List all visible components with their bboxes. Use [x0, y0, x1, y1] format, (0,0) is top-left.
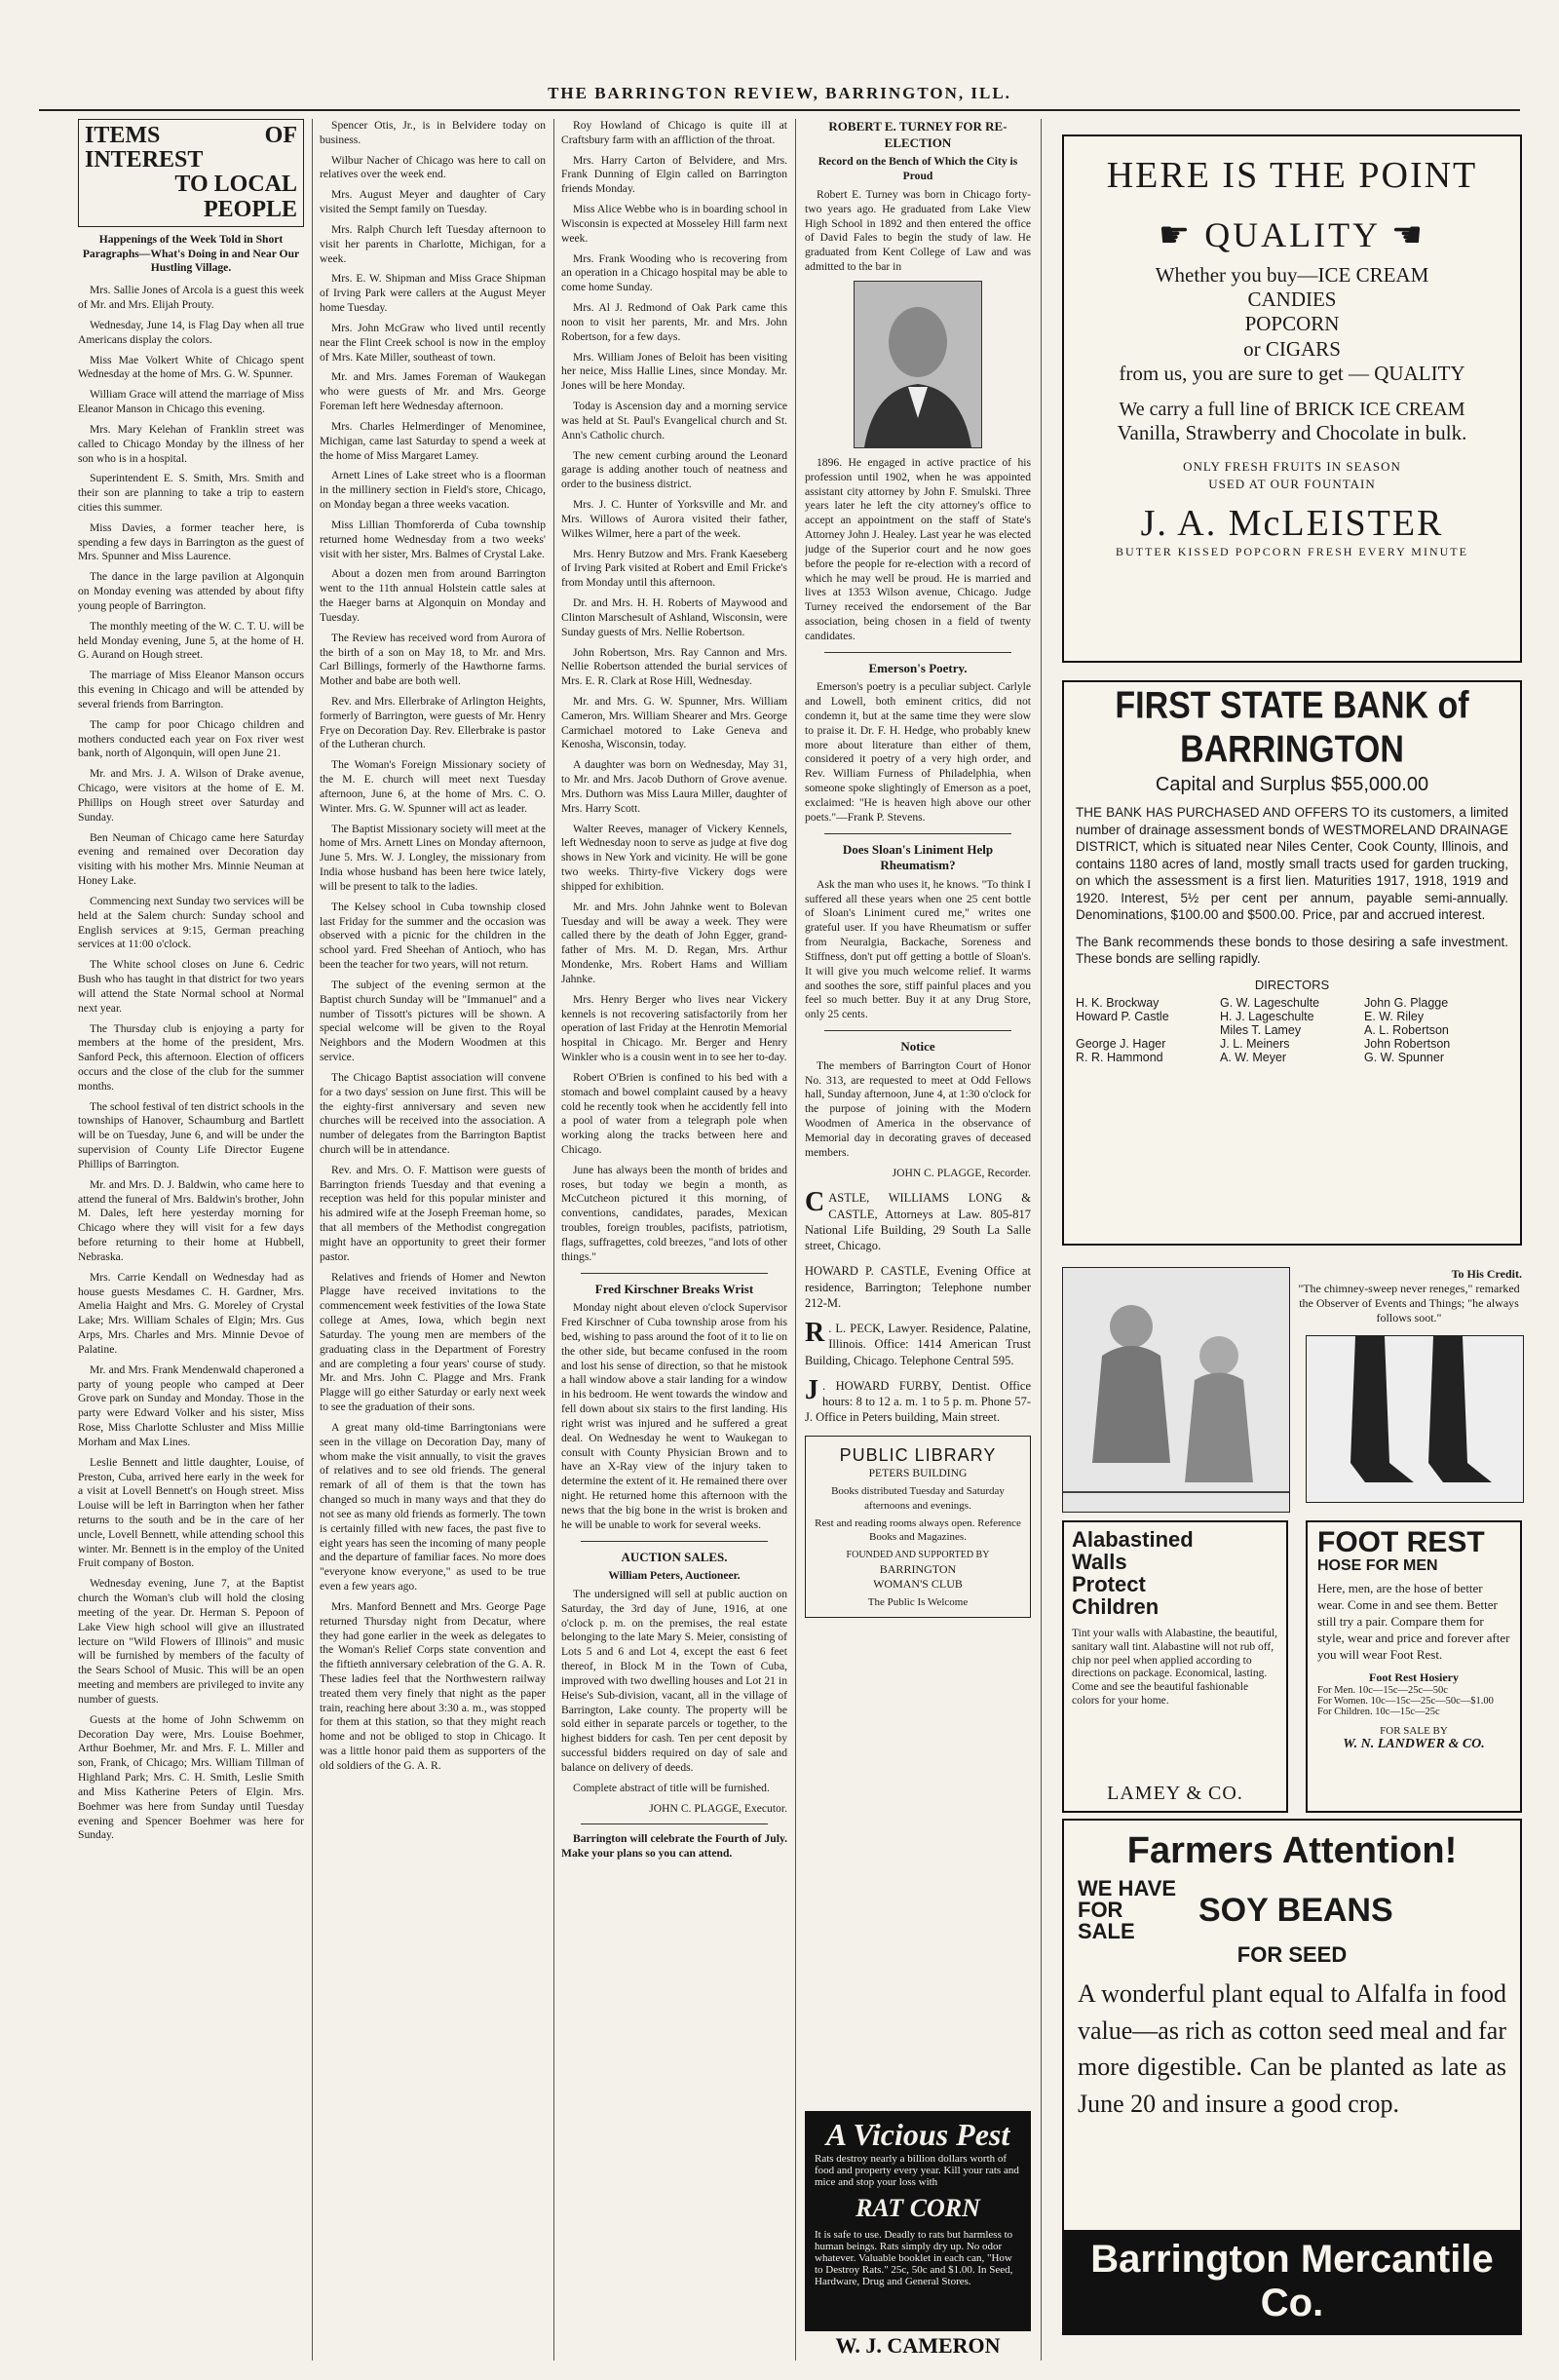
article-paragraph: Emerson's poetry is a peculiar subject. Carlyle and Lowell, both eminent critics, did not condemn it, but at the same time they were slow to praise it. Dr. F. H. Hedge, who probably knew more about literature than either of them, considered it poetry of a very high order, and Rev. William Furness of Philadelphia, when someone spoke slightingly of Emerson as a poet, exclaimed: "He is heaven high above our other poets."—Frank P. Stevens.: [805, 680, 1031, 824]
section-title-line: TO LOCAL PEOPLE: [174, 172, 297, 222]
ad-title: Protect: [1072, 1572, 1146, 1597]
signature: JOHN C. PLAGGE, Executor.: [649, 1801, 787, 1815]
business-card: [805, 1187, 1031, 1253]
ad-line: BUTTER KISSED POPCORN FRESH EVERY MINUTE: [1116, 545, 1468, 559]
separator: [824, 1030, 1011, 1031]
library-line: WOMAN'S CLUB: [873, 1576, 963, 1591]
section-subtitle: Happenings of the Week Told in Short Paragraphs—What's Doing in and Near Our Hustling Village.: [82, 232, 300, 275]
director-name: H. J. Lageschulte: [1220, 1009, 1314, 1023]
article-paragraph: Mr. and Mrs. Frank Mendenwald chaperoned a party of young people who camped at Deer Grove park on Sunday and Monday. Those in the party were Edward Volker and his sister, Miss Rose, Miss Charlotte Schluster and Miss Millie Morham and Max Lines.: [78, 1363, 304, 1448]
ad-line: USED AT OUR FOUNTAIN: [1208, 477, 1376, 492]
library-notice: [805, 1436, 1031, 1619]
article-paragraph: The Woman's Foreign Missionary society of the M. E. church will meet next Tuesday afternoon, June 6, at the home of Mrs. C. O. Winter. Mrs. G. W. Spunner will act as leader.: [320, 758, 546, 815]
separator: [581, 1823, 768, 1824]
director-name: R. R. Hammond: [1076, 1050, 1163, 1064]
article-paragraph: The members of Barrington Court of Honor No. 313, are requested to meet at Odd Fellows hall, Sunday afternoon, June 4, at 1:30 o'clock for the purpose of joining with the Modern Woodmen of America in the observance of Memorial day in decorating graves of deceased members.: [805, 1058, 1031, 1159]
business-card: [805, 1318, 1031, 1368]
rat-corn-ad: [805, 2111, 1031, 2361]
ad-line: FOR SEED: [1236, 1942, 1348, 1967]
filler-heading: To His Credit.: [1451, 1267, 1522, 1281]
article-paragraph: Walter Reeves, manager of Vickery Kennels, left Wednesday noon to serve as judge at five dog shows in New York and vicinity. He will be gone two weeks. Thirty-five Vickery dogs were shipped for exhibition.: [561, 822, 787, 893]
ad-line: We carry a full line of BRICK ICE CREAM: [1119, 398, 1465, 420]
article-paragraph: Wednesday evening, June 7, at the Baptist church the Woman's club will hold the closing meeting of the year. Dr. Herman S. Pepoon of Lake View high school will give an illustrated lecture on "Wild Flowers of Illinois" and music will be furnished by members of the faculty of the Sears School of Music. This will be an open meeting and members are privileged to invite any number of guests.: [78, 1577, 304, 1706]
article-paragraph: The marriage of Miss Eleanor Manson occurs this evening in Chicago and will be attended by several friends from Barrington.: [78, 669, 304, 710]
article-paragraph: Mrs. Carrie Kendall on Wednesday had as house guests Mesdames C. H. Gardner, Mrs. Amelia Haight and Mrs. G. Moreley of Crystal Lake; Mrs. William Schales of Elgin; Mrs. Gus Arps, Mrs. Charles and Mrs. Minnie Devoe of Palatine.: [78, 1270, 304, 1356]
library-line: Books distributed Tuesday and Saturday afternoons and evenings.: [831, 1485, 1005, 1512]
article-subheading: William Peters, Auctioneer.: [608, 1569, 741, 1583]
ad-capital: Capital and Surplus $55,000.00: [1155, 774, 1429, 795]
article-paragraph: The Baptist Missionary society will meet at the home of Mrs. Arnett Lines on Monday afternoon, June 5. Mrs. W. J. Longley, the missionary from India whose husband has been here twice lately, will be present to talk to the ladies.: [320, 822, 546, 893]
column-divider: [795, 119, 796, 2361]
article-paragraph: Spencer Otis, Jr., is in Belvidere today on business.: [320, 119, 546, 146]
ad-quality-text: QUALITY: [1204, 215, 1380, 254]
column-divider: [312, 119, 313, 2361]
article-paragraph: Mr. and Mrs. D. J. Baldwin, who came here to attend the funeral of Mrs. Baldwin's brother, John M. Dales, left here yesterday morning for Chicago where they will visit for a few days before returning to their home at Hubbell, Nebraska.: [78, 1177, 304, 1263]
article-paragraph: Mrs. Charles Helmerdinger of Menominee, Michigan, came last Saturday to spend a week at the home of Miss Margaret Lamey.: [320, 419, 546, 462]
drop-cap: J: [805, 1374, 818, 1405]
business-card-text: HOWARD P. CASTLE, Evening Office at residence, Barrington; Telephone number 212-M.: [805, 1264, 1031, 1310]
ad-line: or CIGARS: [1243, 336, 1341, 361]
article-paragraph: The Thursday club is enjoying a party for members at the home of the president, Mrs. Sanford Peck, this afternoon. Election of officers occurs and the close of the club for the summer months.: [78, 1021, 304, 1093]
article-paragraph: Mr. and Mrs. John Jahnke went to Bolevan Tuesday and will be away a week. They were called there by the death of John Egger, grand-father of Mrs. M. D. Regan, Mrs. Arthur Mondenke, Mrs. Robert Hams and William Jahnke.: [561, 900, 787, 985]
director-name: J. L. Meiners: [1220, 1036, 1290, 1051]
ad-line: POPCORN: [1244, 312, 1340, 336]
section-title: [78, 119, 304, 227]
article-paragraph: Monday night about eleven o'clock Supervisor Fred Kirschner of Cuba township arose from his bed, wishing to pass around the foot of it to lie on the other side, but became confused in the room and lost his sense of direction, so that he mistook a hall window above a stair landing for a window in his bedroom. He went towards the window and fell down about six stairs to the first landing. His right wrist was injured and he suffered a great deal. On Wednesday he went to Waukegan to consult with County Physician Brown and to have an X-Ray view of the injury taken to determine the extent of it. He remained there over night. He returned home this afternoon with the news that the big bone in the wrist is broken and he will be unable to work for several weeks.: [561, 1301, 787, 1531]
director-name: G. W. Lageschulte: [1220, 995, 1320, 1010]
director-name: Miles T. Lamey: [1220, 1022, 1302, 1037]
article-body: [561, 119, 787, 1265]
article-paragraph: Mrs. Sallie Jones of Arcola is a guest this week of Mr. and Mrs. Elijah Prouty.: [78, 284, 304, 312]
director-name: G. W. Spunner: [1364, 1050, 1444, 1064]
ad-product: RAT CORN: [856, 2194, 980, 2222]
drop-cap: R: [805, 1318, 825, 1349]
business-card: [805, 1263, 1031, 1311]
ad-dealer: W. N. LANDWER & CO.: [1343, 1737, 1485, 1752]
article-paragraph: Superintendent E. S. Smith, Mrs. Smith and their son are planning to take a trip to eastern cities this summer.: [78, 472, 304, 514]
article-paragraph: Mr. and Mrs. J. A. Wilson of Drake avenue, Chicago, were visitors at the home of E. M. Phillips on Hough street over Saturday and Sunday.: [78, 767, 304, 824]
article-paragraph: The camp for poor Chicago children and mothers conducted each year on Fox river west bank, north of Algonquin, will open June 21.: [78, 717, 304, 760]
article-paragraph: The subject of the evening sermon at the Baptist church Sunday will be "Immanuel" and a number of Tissott's pictures will be shown. A special welcome will be given to the Royal Neighbors and the Modern Woodmen at this service.: [320, 978, 546, 1064]
ad-title: Children: [1072, 1594, 1160, 1620]
article-paragraph: Mrs. John McGraw who lived until recently near the Flint Creek school is now in the employ of Mrs. Kate Miller, southeast of town.: [320, 321, 546, 364]
ad-merchant: J. A. McLEISTER: [1140, 503, 1444, 545]
article-subheading: Record on the Bench of Which the City is Proud: [818, 155, 1018, 183]
director-name: John Robertson: [1364, 1036, 1451, 1051]
library-line: BARRINGTON: [879, 1561, 957, 1576]
article-paragraph: Miss Lillian Thomforerda of Cuba township returned home Wednesday from a two weeks' visit with her sister, Mrs. Balmes of Crystal Lake.: [320, 518, 546, 560]
business-cards: [805, 1187, 1031, 1425]
pointing-hand-icon: ☛: [1158, 215, 1205, 254]
directors-list: [1076, 996, 1508, 1064]
foot-rest-ad: [1306, 1520, 1522, 1813]
article-paragraph: Robert E. Turney was born in Chicago forty-two years ago. He graduated from Lake View High School in 1892 and then entered the office of David Fales to begin the study of law. He graduated from Kent College of Law and was admitted to the bar in: [805, 187, 1031, 274]
article-paragraph: The Chicago Baptist association will convene for a two days' session on June first. This will be the eighty-first anniversary and seven new churches will be received into the association. A number of delegates from the Barrington Baptist church will be in attendance.: [320, 1070, 546, 1156]
director-name: A. L. Robertson: [1364, 1022, 1449, 1037]
article-paragraph: Leslie Bennett and little daughter, Louise, of Preston, Cuba, arrived here early in the week for a visit at Lovell Bennett's on Hough street. Miss Louise will be left in Barrington when her father returns to the south and be in the care of her uncle, Lovell Bennett, while attending school this winter. Mr. Bennett is in the employ of the United Fruit company of Boston.: [78, 1455, 304, 1570]
masthead-rule: [39, 109, 1520, 111]
article-paragraph: Barrington will celebrate the Fourth of July. Make your plans so you can attend.: [561, 1832, 787, 1861]
soy-beans-ad: [1062, 1819, 1522, 2335]
article-heading: ROBERT E. TURNEY FOR RE-ELECTION: [828, 119, 1008, 150]
article-paragraph: Miss Mae Volkert White of Chicago spent Wednesday at the home of Mrs. G. W. Spunner.: [78, 353, 304, 381]
ad-title: Walls: [1072, 1550, 1127, 1575]
legs-drawing-icon: [1307, 1336, 1523, 1502]
filler-item: [1296, 1267, 1522, 1325]
ad-text: The Bank recommends these bonds to those desiring a safe investment. These bonds are selling rapidly.: [1076, 934, 1508, 967]
ad-text: It is safe to use. Deadly to rats but harmless to human beings. Rats simply dry up. No odor whatever. Valuable booklet in each can, "How to Destroy Rats." 25c, 50c and $1.00. In Seed, Hardware, Drug and General Stores.: [815, 2229, 1013, 2287]
alabastine-illustration: [1062, 1267, 1290, 1513]
business-card-text: . L. PECK, Lawyer. Residence, Palatine, Illinois. Office: 1414 American Trust Building, Chicago. Telephone Central 595.: [805, 1322, 1031, 1367]
column-divider: [553, 119, 554, 2361]
ad-subtitle: HOSE FOR MEN: [1317, 1557, 1438, 1574]
article-paragraph: Today is Ascension day and a morning service was held at St. Paul's Evangelical church and St. Ann's Catholic church.: [561, 400, 787, 441]
article-paragraph: Mrs. E. W. Shipman and Miss Grace Shipman of Irving Park were callers at the August Meyer home Tuesday.: [320, 272, 546, 315]
article-paragraph: Mrs. Frank Wooding who is recovering from an operation in a Chicago hospital may be able to come home Sunday.: [561, 251, 787, 294]
alabastine-ad: [1062, 1520, 1288, 1813]
ad-line: from us, you are sure to get — QUALITY: [1119, 361, 1465, 385]
ad-header-row: [1078, 1878, 1506, 1942]
article-paragraph: Miss Davies, a former teacher here, is spending a few days in Barrington as the guest of Mrs. Spunner and Miss Laurence.: [78, 520, 304, 563]
separator: [581, 1273, 768, 1274]
article-paragraph: Wednesday, June 14, is Flag Day when all true Americans display the colors.: [78, 318, 304, 346]
ad-line: FOR SALE BY: [1380, 1725, 1448, 1738]
price-heading: Foot Rest Hosiery: [1369, 1670, 1459, 1685]
director-name: H. K. Brockway: [1076, 995, 1160, 1010]
pointing-hand-icon: ☚: [1379, 215, 1426, 254]
column-local-items: [78, 119, 304, 2361]
article-paragraph: Complete abstract of title will be furnished.: [573, 1781, 770, 1794]
article-paragraph: 1896. He engaged in active practice of his profession until 1902, when he was appointed assistant city attorney by John F. Smulski. Three years later he left the city attorney's office to accept an appointment on the staff of State's Attorney John J. Healey. Last year he was elected judge of the Superior court and he now goes before the people for re-election with a record of which he may well be proud. He is married and lives at 1353 Wilson avenue, Chicago. Judge Turney received the endorsement of the Bar association, being chosen in a field of twenty candidates.: [805, 455, 1031, 642]
ad-product: SOY BEANS: [1198, 1891, 1393, 1929]
ad-text: THE BANK HAS PURCHASED AND OFFERS TO its customers, a limited number of drainage assessment bonds of WESTMORELAND DRAINAGE DISTRICT, which is situated near Niles Center, Cook County, Illinois, and contains 1180 acres of land, mostly small tracts used for garden trucking, on which the assessment is a first lien. Maturities 1917, 1918, 1919 and 1920. Interest, 5½ per cent per annum, payable semi-annually. Denominations, $100.00 and $500.00. Price, par and accrued interest.: [1076, 805, 1508, 923]
article-paragraph: Mrs. August Meyer and daughter of Cary visited the Sempt family on Tuesday.: [320, 188, 546, 216]
ad-text: Here, men, are the hose of better wear. Come in and see them. Better still try a pair. Compare them for style, wear and price and forever after you will wear Foot Rest.: [1317, 1581, 1510, 1662]
director-name: Howard P. Castle: [1076, 1009, 1169, 1023]
article-paragraph: Mrs. Harry Carton of Belvidere, and Mrs. Frank Dunning of Elgin called on Barrington friends Monday.: [561, 153, 787, 196]
library-subtitle: PETERS BUILDING: [868, 1466, 968, 1479]
article-paragraph: About a dozen men from around Barrington went to the 11th annual Holstein cattle sales at the Haeger barns at Algonquin on Monday and Tuesday.: [320, 567, 546, 624]
ad-line: WE HAVE FOR SALE: [1078, 1876, 1177, 1943]
article-paragraph: Mrs. Mary Kelehan of Franklin street was called to Chicago Monday by the illness of her son who is in a hospital.: [78, 422, 304, 465]
library-line: The Public Is Welcome: [867, 1596, 969, 1609]
article-paragraph: Mrs. William Jones of Beloit has been visiting her neice, Miss Hallie Lines, since Monday. Mr. Jones will be here Monday.: [561, 350, 787, 393]
price-line: For Children. 10c—15c—25c: [1317, 1707, 1440, 1718]
business-card-text: ASTLE, WILLIAMS LONG & CASTLE, Attorneys at Law. 805-817 National Life Building, 29 South La Salle street, Chicago.: [805, 1191, 1031, 1253]
article-paragraph: Roy Howland of Chicago is quite ill at Craftsbury farm with an affliction of the throat.: [561, 119, 787, 146]
children-drawing-icon: [1063, 1268, 1289, 1512]
article-paragraph: Arnett Lines of Lake street who is a floorman in the millinery section in Field's store, Chicago, on Monday began a three weeks vacation.: [320, 469, 546, 512]
article-heading: Emerson's Poetry.: [868, 660, 968, 675]
article-paragraph: The monthly meeting of the W. C. T. U. will be held Monday evening, June 5, at the home of H. G. Aurand on Hough street.: [78, 619, 304, 662]
article-heading: Fred Kirschner Breaks Wrist: [594, 1281, 754, 1296]
bank-ad: [1062, 680, 1522, 1246]
ad-line: Vanilla, Strawberry and Chocolate in bulk.: [1117, 420, 1467, 444]
ad-quality: [1076, 214, 1508, 255]
ad-merchant: Barrington Mercantile Co.: [1064, 2230, 1520, 2333]
business-card: [805, 1374, 1031, 1426]
article-body: [320, 119, 546, 1774]
business-card-text: . HOWARD FURBY, Dentist. Office hours: 8 to 12 a. m. 1 to 5 p. m. Phone 57-J. Office in Peters building, Main street.: [805, 1378, 1031, 1425]
ad-line: CANDIES: [1247, 288, 1337, 312]
column-divider: [1041, 119, 1042, 2361]
portrait-image: [854, 281, 982, 448]
masthead: THE BARRINGTON REVIEW, BARRINGTON, ILL.: [548, 84, 1011, 102]
ad-title: HERE IS THE POINT: [1106, 155, 1478, 196]
drop-cap: C: [805, 1187, 825, 1218]
ad-title: Alabastined: [1072, 1527, 1194, 1552]
separator: [824, 833, 1011, 834]
ad-title: FIRST STATE BANK of BARRINGTON: [1115, 684, 1469, 771]
portrait-icon: [855, 282, 981, 447]
article-paragraph: Mrs. Henry Berger who lives near Vickery kennels is not recovering satisfactorily from her operation of last Friday at the Henrotin Memorial hospital in Chicago. Mr. Berger and Henry Winkler who is a cousin went in to see her to-day.: [561, 992, 787, 1064]
ad-title: FOOT REST: [1317, 1526, 1485, 1558]
article-paragraph: Guests at the home of John Schwemm on Decoration Day were, Mrs. Louise Boehmer, Arthur Boehmer, Mr. and Mrs. F. L. Miller and son, Frank, of Chicago; Mrs. William Tillman of Highland Park; Mrs. C. H. Smith, Leslie Smith and Miss Katherine Peters of Elgin. Mrs. Boehmer was here from Sunday until Tuesday evening and Spencer Boehmer was here for Sunday.: [78, 1712, 304, 1842]
article-heading: AUCTION SALES.: [621, 1549, 728, 1564]
article-paragraph: Miss Alice Webbe who is in boarding school in Wisconsin is expected at Mosseley Hill farm next week.: [561, 203, 787, 245]
director-name: George J. Hager: [1076, 1036, 1166, 1051]
ad-title: A Vicious Pest: [825, 2117, 1010, 2152]
article-paragraph: John Robertson, Mrs. Ray Cannon and Mrs. Nellie Robertson attended the burial services of Mrs. E. R. Clark at Rose Hill, Wednesday.: [561, 645, 787, 688]
article-paragraph: Mrs. Henry Butzow and Mrs. Frank Kaeseberg of Irving Park visited at Robert and Emil Fricke's from Monday until this afternoon.: [561, 547, 787, 590]
article-paragraph: The Review has received word from Aurora of the birth of a son on May 18, to Mr. and Mrs. Carl Billings, formerly of the Hawthorne farms. Mother and babe are both well.: [320, 631, 546, 688]
director-name: E. W. Riley: [1364, 1009, 1425, 1023]
article-paragraph: Mrs. Al J. Redmond of Oak Park came this noon to visit her parents, Mr. and Mrs. John Robertson, for a few days.: [561, 301, 787, 343]
article-paragraph: The White school closes on June 6. Cedric Bush who has taught in that district for two years will attend the State Normal school at Normal next year.: [78, 958, 304, 1015]
article-paragraph: The undersigned will sell at public auction on Saturday, the 3rd day of June, 1916, at one o'clock p. m. on the premises, the real estate belonging to the late Mary S. Meier, consisting of Lots 5 and 6 and Lot 4, except the east 6 feet thereof, in Block M in the Town of Cuba, improved with two dwelling houses and Lot 21 in Heise's Sub-division, vacant, all in the village of Barrington, Lake county. The property will be sold either in separate parcels or together, to the highest bidders for cash. Ten per cent deposit by successful bidders required on day of sale and balance on delivery of deeds.: [561, 1587, 787, 1774]
ad-text: Rats destroy nearly a billion dollars worth of food and property every year. Kill your rats and mice and stop your loss with: [815, 2153, 1019, 2188]
article-paragraph: A daughter was born on Wednesday, May 31, to Mr. and Mrs. Jacob Duthorn of Grove avenue. Mrs. Duthorn was Miss Laura Miller, daughter of Mrs. Harry Scott.: [561, 758, 787, 815]
article-paragraph: Robert O'Brien is confined to his bed with a stomach and bowel complaint caused by a heavy cold he recently took when he accidently fell into a pool of water from a telegraph pole when working along the tracks between here and Chicago.: [561, 1070, 787, 1156]
article-paragraph: Mr. and Mrs. G. W. Spunner, Mrs. William Cameron, Mrs. William Shearer and Mrs. George Carmichael motored to Lake Geneva and Kenosha, Wisconsin, today.: [561, 694, 787, 751]
article-paragraph: Dr. and Mrs. H. H. Roberts of Maywood and Clinton Marschesult of Ashland, Wisconsin, were Sunday guests of Mrs. Nellie Robertson.: [561, 596, 787, 638]
director-name: A. W. Meyer: [1220, 1050, 1287, 1064]
library-line: Rest and reading rooms always open. Reference Books and Magazines.: [815, 1516, 1021, 1543]
column-items-4: [805, 119, 1031, 2107]
mcleister-ad: [1062, 134, 1522, 663]
article-paragraph: The new cement curbing around the Leonard garage is adding another touch of neatness and order to the business district.: [561, 448, 787, 491]
article-paragraph: Rev. and Mrs. O. F. Mattison were guests of Barrington friends Tuesday and that evening a reception was held for this popular minister and his admired wife at the Joseph Freeman home, so that all members of the Methodist congregation might have an opportunity to greet their former pastor.: [320, 1163, 546, 1263]
article-paragraph: Relatives and friends of Homer and Newton Plagge have received invitations to the commencement week festivities of the Iowa State college at Ames, Iowa, which begin next Saturday. The young men are members of the graduating class in the Department of Forestry and are completing a four years' course of study. Mr. and Mrs. John C. Plagge and Mrs. Frank Plagge will go either Saturday or early next week to see the graduation of their sons.: [320, 1270, 546, 1414]
column-items-2: [320, 119, 546, 2361]
separator: [824, 652, 1011, 653]
ad-line: Whether you buy—ICE CREAM: [1155, 263, 1429, 287]
article-paragraph: The dance in the large pavilion at Algonquin on Monday evening was attended by about fifty young people of Barrington.: [78, 570, 304, 612]
ad-dealer: LAMEY & CO.: [1107, 1783, 1243, 1804]
separator: [581, 1541, 768, 1542]
signature: JOHN C. PLAGGE, Recorder.: [892, 1166, 1031, 1179]
ad-title: Farmers Attention!: [1126, 1830, 1458, 1871]
article-heading: Notice: [900, 1039, 935, 1055]
ad-text: Tint your walls with Alabastine, the beautiful, sanitary wall tint. Alabastine will not rub off, chip nor peel when applied according to directions on package. Economical, lasting. Come and see the beautiful fashionable colors for your home.: [1072, 1628, 1278, 1707]
article-paragraph: The school festival of ten district schools in the townships of Hanover, Schaumburg and Bartlett will be on Tuesday, June 6, and will be under the supervision of County Life Director Eugene Phillips of Barrington.: [78, 1099, 304, 1171]
director-name: [1076, 1023, 1220, 1037]
article-paragraph: A great many old-time Barringtonians were seen in the village on Decoration Day, many of whom make the visit annually, to visit the graves of relatives and to see old friends. The general remark of all of them is that the town has changed so much in many ways and that they do not see as many old friends as formerly. The town is certainly filled with new faces, the past five to eight years has seen the incoming of many people and the departure of familiar faces. No more does "everyone know everyone," as used to be true even a few years ago.: [320, 1420, 546, 1593]
filler-text: "The chimney-sweep never reneges," remarked the Observer of Events and Things; "he always follows soot.": [1298, 1282, 1520, 1324]
article-paragraph: June has always been the month of brides and roses, but today we begin a month, as McCutcheon pictured it this morning, of conventions, candidates, parades, Mexican troubles, foreign troubles, pacifists, patriotism, flags, suffragettes, cold breezes, "and lots of other things.": [561, 1163, 787, 1263]
ad-text: A wonderful plant equal to Alfalfa in food value—as rich as cotton seed meal and far more digestible. Can be planted as late as June 20 and insure a good crop.: [1078, 1979, 1506, 2119]
library-title: PUBLIC LIBRARY: [839, 1444, 997, 1465]
ad-dealer: W. J. CAMERON: [805, 2331, 1031, 2361]
article-body: [78, 284, 304, 1843]
director-name: John G. Plagge: [1364, 995, 1449, 1010]
column-items-3: [561, 119, 787, 2361]
article-paragraph: Wilbur Nacher of Chicago was here to call on relatives over the week end.: [320, 153, 546, 181]
article-paragraph: Ask the man who uses it, he knows. "To think I suffered all these years when one 25 cent bottle of Sloan's Liniment cured me," writes one grateful user. If you have Rheumatism or suffer from Neuralgia, Backache, Soreness and Stiffness, don't put off getting a bottle of Sloan's. It will give you much welcome relief. It warms and soothes the sore, stiff painful places and you feel so much better. Buy it at any Drug Store, only 25 cents.: [805, 877, 1031, 1021]
article-heading: Does Sloan's Liniment Help Rheumatism?: [842, 841, 994, 873]
article-paragraph: The Kelsey school in Cuba township closed last Friday for the summer and the occasion was observed with a picnic for the children in the school yard. Fred Sheehan of Antioch, who has been the teacher for two years, will not return.: [320, 900, 546, 972]
article-paragraph: Rev. and Mrs. Ellerbrake of Arlington Heights, formerly of Barrington, were guests of Mr. Henry Frye on Decoration Day. Rev. Ellerbrake is pastor of the Lutheran church.: [320, 694, 546, 751]
article-paragraph: Mr. and Mrs. James Foreman of Waukegan who were guests of Mr. and Mrs. George Foreman left here Wednesday afternoon.: [320, 370, 546, 413]
article-paragraph: Mrs. Ralph Church left Tuesday afternoon to visit her parents in Charlotte, Michigan, for a week.: [320, 222, 546, 265]
article-paragraph: Mrs. Manford Bennett and Mrs. George Page returned Thursday night from Decatur, where they had gone earlier in the week as delegates to the Woman's Relief Corps state convention and the fiftieth anniversary celebration of the G. A. R. These ladies feel that the Northwestern railway treated them very finely that night as the paper train, reaching here about 3:30 a. m., was stopped for them at this station, so that they might reach home and not be obliged to stop in Chicago. It was a little honor paid them as supporters of the old soldiers of the G. A. R.: [320, 1599, 546, 1772]
price-line: For Women. 10c—15c—25c—50c—$1.00: [1317, 1696, 1494, 1708]
ad-line: ONLY FRESH FRUITS IN SEASON: [1183, 459, 1401, 475]
library-line: FOUNDED AND SUPPORTED BY: [846, 1549, 990, 1560]
price-line: For Men. 10c—15c—25c—50c: [1317, 1685, 1448, 1697]
article-paragraph: Mrs. J. C. Hunter of Yorksville and Mr. and Mrs. Willows of Aurora visited their father, Wilkes Wilmer, here a part of the week.: [561, 498, 787, 540]
article-paragraph: William Grace will attend the marriage of Miss Eleanor Manson in Chicago this evening.: [78, 388, 304, 416]
article-paragraph: Ben Neuman of Chicago came here Saturday evening and remained over Decoration day visiting with his mother Mrs. Minnie Neuman at Honey Lake.: [78, 830, 304, 888]
directors-heading: DIRECTORS: [1254, 977, 1330, 992]
section-title-line: ITEMS OF INTEREST: [85, 123, 297, 173]
article-paragraph: Commencing next Sunday two services will be held at the Salem church: Sunday school and English services at 9:15, German preaching services at 11:00 o'clock.: [78, 894, 304, 951]
hosiery-illustration: [1306, 1335, 1524, 1503]
